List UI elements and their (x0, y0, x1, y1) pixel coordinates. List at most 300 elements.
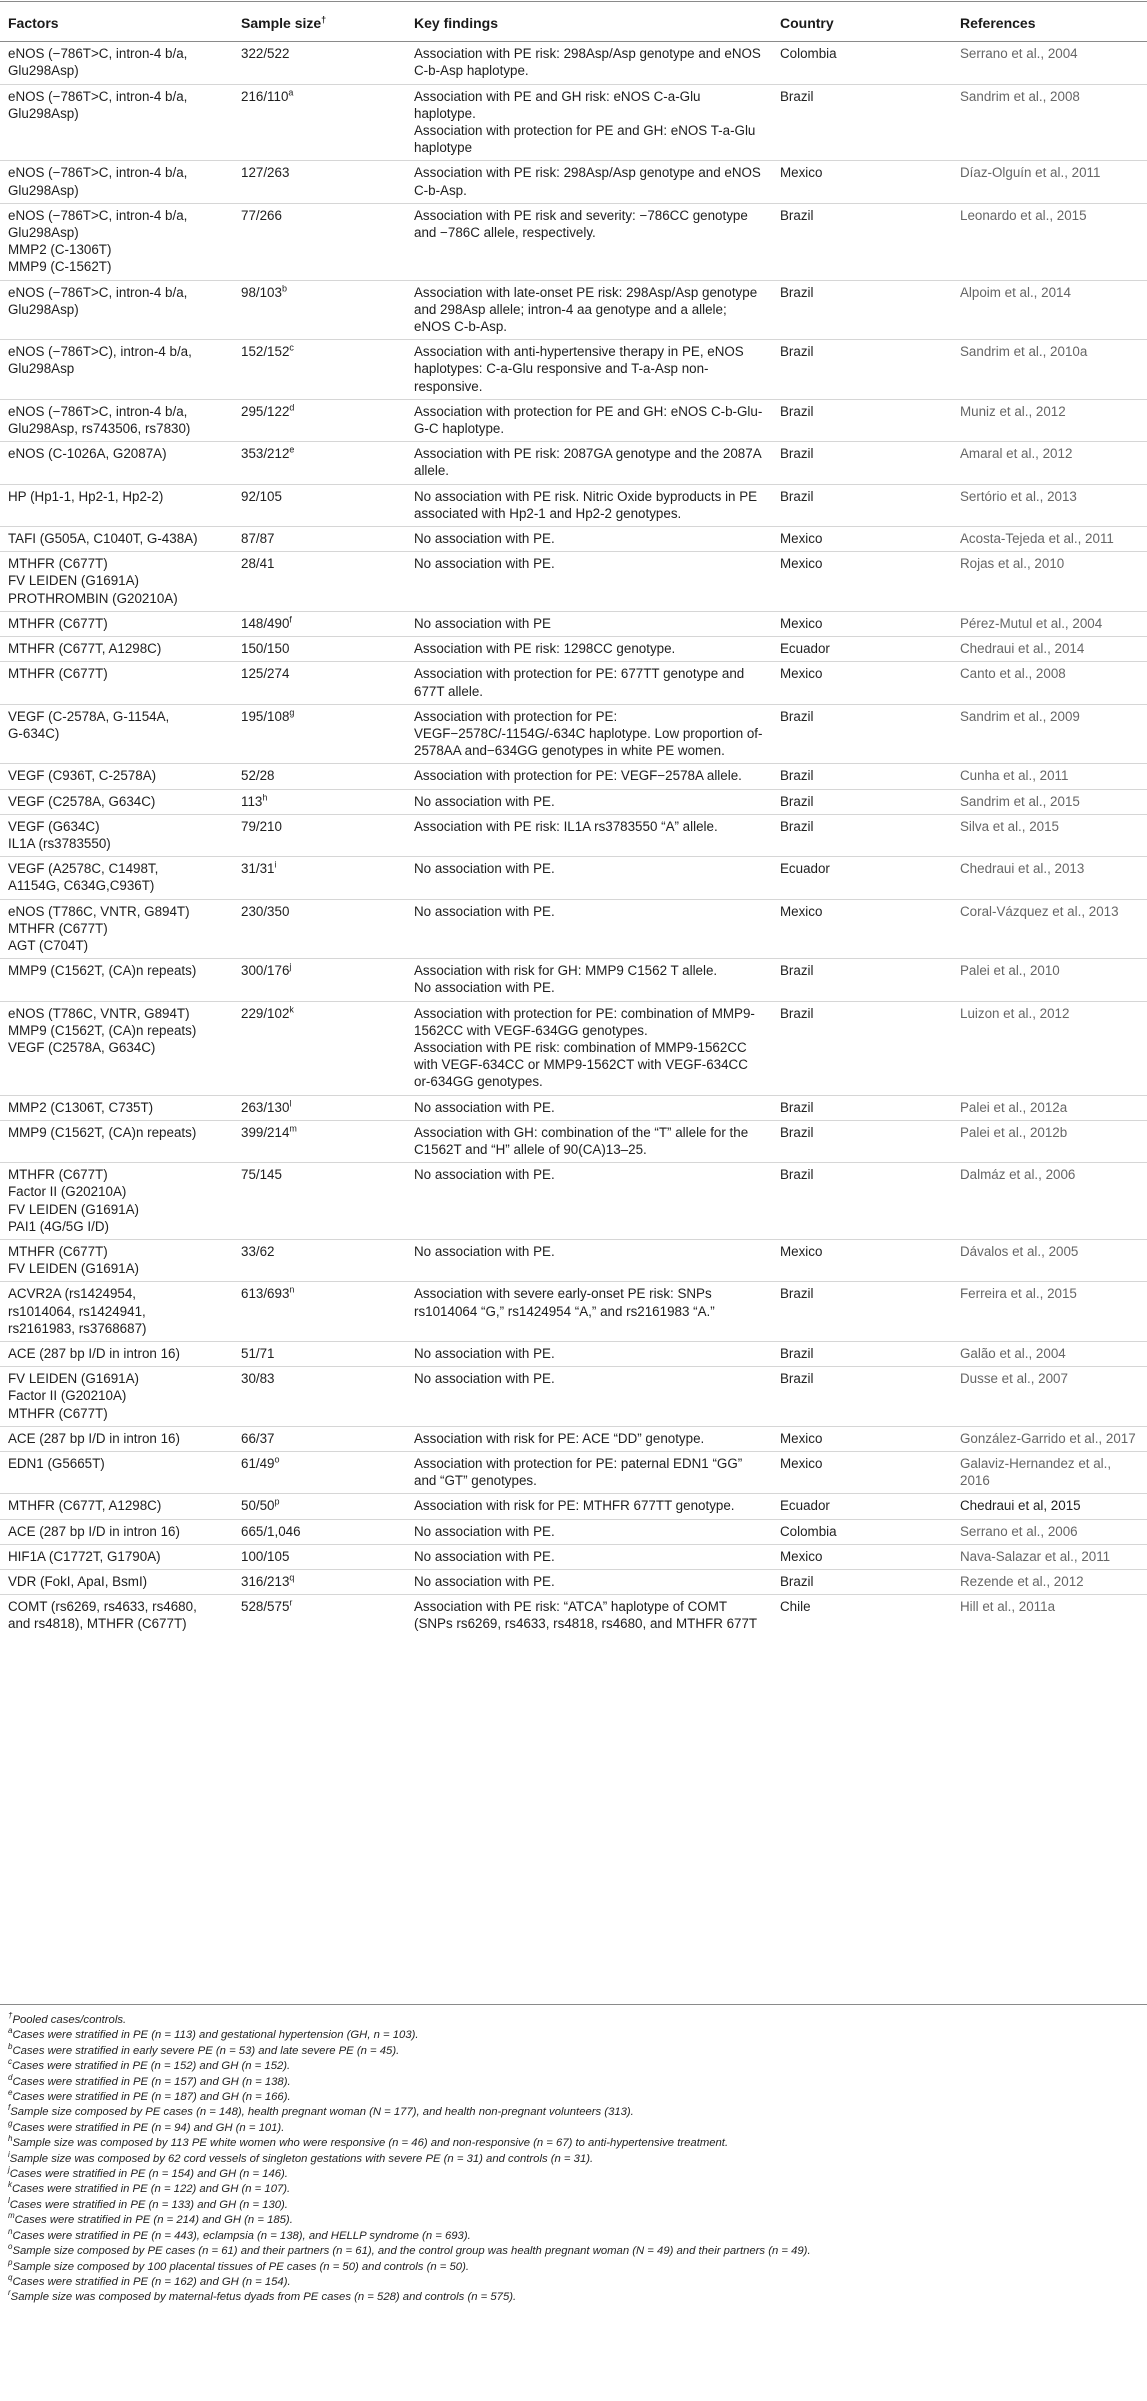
sample-size-cell (233, 959, 406, 1001)
table-row (0, 399, 1147, 441)
reference-link[interactable]: Dusse et al., 2007 (952, 1367, 1147, 1427)
header-sample-size: Sample size† (241, 14, 327, 31)
factors-text: FV LEIDEN (G1691A) Factor II (G20210A) MTHFR (C677T) (8, 1371, 139, 1421)
sample-size-cell (233, 203, 406, 280)
key-findings-cell (406, 527, 772, 552)
sample-size-cell (233, 399, 406, 441)
reference-link[interactable]: Serrano et al., 2006 (952, 1519, 1147, 1544)
footnote (8, 2290, 1138, 2305)
reference-link[interactable]: Palei et al., 2012b (952, 1120, 1147, 1162)
sample-size-value: 263/130 (241, 1099, 290, 1115)
footnote-mark: a (288, 87, 294, 98)
reference-link[interactable]: Galão et al., 2004 (952, 1342, 1147, 1367)
key-findings-text: No association with PE. (414, 531, 555, 547)
key-findings-cell (406, 1519, 772, 1544)
country-cell: Brazil (772, 814, 952, 856)
reference-link[interactable]: Sandrim et al., 2010a (952, 340, 1147, 400)
key-findings-text: No association with PE. (414, 1523, 555, 1539)
reference-link[interactable]: Sandrim et al., 2008 (952, 84, 1147, 161)
factors-text: VEGF (C2578A, G634C) (8, 793, 156, 809)
key-findings-text: Association with PE and GH risk: eNOS C-a-Glu haplotype. Association with protection for PE and GH: eNOS T-a-Glu haplotype (414, 88, 756, 156)
sample-size-value: 316/213 (241, 1574, 290, 1590)
factors-cell (0, 899, 233, 959)
reference-link[interactable]: Díaz-Olguín et al., 2011 (952, 161, 1147, 203)
key-findings-cell (406, 203, 772, 280)
sample-size-cell (233, 1519, 406, 1544)
key-findings-text: No association with PE. (414, 861, 555, 877)
reference-link[interactable]: Alpoim et al., 2014 (952, 280, 1147, 340)
sample-size-value: 50/50 (241, 1498, 275, 1514)
country-cell: Mexico (772, 1239, 952, 1281)
factors-cell (0, 959, 233, 1001)
reference-link[interactable]: Chedraui et al, 2015 (952, 1494, 1147, 1519)
table-row (0, 1163, 1147, 1240)
sample-size-value: 113 (241, 793, 263, 809)
footnote-mark: e (289, 444, 295, 455)
key-findings-text: Association with protection for PE: VEGF−2578C/-1154G/-634C haplotype. Low proportion of-2578AA and−634GG genotypes in white PE women. (414, 708, 763, 759)
table-row (0, 857, 1147, 899)
factors-cell (0, 484, 233, 526)
key-findings-cell (406, 1239, 772, 1281)
table-footnotes (8, 2013, 1138, 2306)
header-row (0, 8, 1147, 42)
sample-size-cell (233, 1342, 406, 1367)
key-findings-cell (406, 764, 772, 789)
factors-text: MTHFR (C677T) FV LEIDEN (G1691A) (8, 1243, 139, 1277)
key-findings-cell (406, 42, 772, 84)
key-findings-cell (406, 959, 772, 1001)
sample-size-value: 127/263 (241, 165, 290, 181)
reference-link[interactable]: Rezende et al., 2012 (952, 1570, 1147, 1595)
table-row (0, 1367, 1147, 1427)
footnote-mark: h (8, 2134, 13, 2144)
country-cell: Brazil (772, 1163, 952, 1240)
footnote-mark: b (281, 283, 287, 294)
table-row (0, 1519, 1147, 1544)
factors-text: VEGF (G634C) IL1A (rs3783550) (8, 818, 111, 851)
key-findings-text: Association with PE risk: 298Asp/Asp genotype and eNOS C-b-Asp. (414, 165, 761, 198)
factors-text: ACE (287 bp I/D in intron 16) (8, 1523, 180, 1539)
key-findings-cell (406, 1570, 772, 1595)
footnote (8, 2072, 1138, 2090)
key-findings-cell (406, 1163, 772, 1240)
key-findings-cell (406, 280, 772, 340)
sample-size-cell (233, 637, 406, 662)
footnote-mark: i (274, 859, 277, 870)
country-cell: Mexico (772, 1452, 952, 1494)
footnote-mark: p (274, 1496, 280, 1507)
footnote-mark: n (8, 2226, 13, 2236)
sample-size-cell (233, 1452, 406, 1494)
key-findings-text: Association with protection for PE: 677TT genotype and 677T allele. (414, 666, 745, 699)
factors-cell (0, 662, 233, 704)
table-row (0, 280, 1147, 340)
footnote-text: Sample size composed by PE cases (n = 148), health pregnant woman (N = 177), and health non-pregnant volunteers (313). (10, 2106, 634, 2119)
reference-link[interactable]: Cunha et al., 2011 (952, 764, 1147, 789)
sample-size-cell (233, 704, 406, 764)
key-findings-text: Association with protection for PE: VEGF−2578A allele. (414, 768, 742, 784)
reference-link[interactable]: Acosta-Tejeda et al., 2011 (952, 527, 1147, 552)
table-row (0, 1595, 1147, 1637)
table-row (0, 611, 1147, 636)
footnote (8, 2059, 1138, 2074)
key-findings-text: Association with PE risk: 1298CC genotype. (414, 641, 676, 657)
footnote (8, 2275, 1138, 2290)
key-findings-text: No association with PE. (414, 1167, 555, 1183)
factors-cell (0, 280, 233, 340)
key-findings-text: No association with PE. (414, 1346, 555, 1361)
factors-cell (0, 814, 233, 856)
key-findings-text: No association with PE (414, 615, 551, 631)
footnote-mark: o (8, 2242, 13, 2252)
sample-size-value: 61/49 (241, 1456, 275, 1472)
country-cell: Brazil (772, 280, 952, 340)
factors-text: MTHFR (C677T) (8, 615, 108, 631)
key-findings-text: No association with PE. (414, 1371, 555, 1387)
reference-link[interactable]: Galaviz-Hernandez et al., 2016 (952, 1452, 1147, 1494)
reference-link[interactable]: Ferreira et al., 2015 (952, 1282, 1147, 1342)
factors-cell (0, 704, 233, 764)
key-findings-cell (406, 1595, 772, 1637)
factors-text: MTHFR (C677T, A1298C) (8, 641, 162, 657)
country-cell: Brazil (772, 704, 952, 764)
key-findings-cell (406, 1095, 772, 1120)
reference-link[interactable]: Amaral et al., 2012 (952, 442, 1147, 484)
factors-cell (0, 84, 233, 161)
key-findings-text: No association with PE. (414, 1243, 555, 1259)
footnote-mark: c (8, 2057, 12, 2067)
sample-size-value: 30/83 (241, 1371, 275, 1387)
footnote (8, 2244, 1138, 2259)
sample-size-cell (233, 1163, 406, 1240)
country-cell: Brazil (772, 484, 952, 526)
country-cell: Mexico (772, 527, 952, 552)
header-key-findings: Key findings (414, 15, 499, 31)
table-row (0, 704, 1147, 764)
sample-size-cell (233, 789, 406, 814)
reference-link[interactable]: Palei et al., 2010 (952, 959, 1147, 1001)
footnote (8, 2028, 1138, 2043)
country-cell: Brazil (772, 1282, 952, 1342)
factors-cell (0, 552, 233, 612)
reference-link[interactable]: Hill et al., 2011a (952, 1595, 1147, 1637)
footnote (8, 2213, 1138, 2228)
factors-text: eNOS (−786T>C, intron-4 b/a, Glu298Asp) (8, 46, 188, 79)
country-cell: Brazil (772, 1095, 952, 1120)
sample-size-value: 33/62 (241, 1243, 275, 1259)
sample-size-cell (233, 527, 406, 552)
sample-size-value: 75/145 (241, 1167, 282, 1183)
key-findings-cell (406, 552, 772, 612)
reference-link[interactable]: Silva et al., 2015 (952, 814, 1147, 856)
key-findings-text: Association with PE risk: “ATCA” haplotype of COMT (SNPs rs6269, rs4633, rs4818, rs4680, and MTHFR 677T (414, 1599, 758, 1632)
footnote-text: Pooled cases/controls. (12, 2014, 127, 2026)
country-cell: Brazil (772, 399, 952, 441)
footnote-text: Sample size was composed by 62 cord vessels of singleton gestations with severe PE (n = 31) and controls (n = 31). (9, 2152, 594, 2165)
table-row (0, 637, 1147, 662)
sample-size-value: 399/214 (241, 1124, 290, 1140)
key-findings-text: No association with PE. (414, 556, 555, 572)
factors-cell (0, 1001, 233, 1095)
sample-size-cell (233, 340, 406, 400)
sample-size-cell (233, 1282, 406, 1342)
footnote-mark: k (289, 1004, 294, 1015)
table-row (0, 484, 1147, 526)
reference-link[interactable]: Nava-Salazar et al., 2011 (952, 1544, 1147, 1569)
factors-cell (0, 789, 233, 814)
key-findings-text: Association with PE risk: 2087GA genotype and the 2087A allele. (414, 446, 761, 479)
key-findings-cell (406, 1282, 772, 1342)
footnote-text: Cases were stratified in PE (n = 152) and GH (n = 152). (12, 2060, 291, 2073)
key-findings-cell (406, 1452, 772, 1494)
sample-size-value: 87/87 (241, 531, 275, 547)
key-findings-text: Association with risk for PE: MTHFR 677TT genotype. (414, 1498, 735, 1514)
genetic-factors-table (0, 8, 1147, 1637)
sample-size-value: 528/575 (241, 1599, 290, 1615)
sample-size-value: 353/212 (241, 446, 290, 462)
table-row (0, 527, 1147, 552)
table-row (0, 1452, 1147, 1494)
footnote-mark: c (289, 342, 294, 353)
sample-size-cell (233, 42, 406, 84)
footnote-mark: g (289, 707, 295, 718)
factors-cell (0, 161, 233, 203)
reference-link[interactable]: Canto et al., 2008 (952, 662, 1147, 704)
footnote (8, 2257, 1138, 2275)
sample-size-value: 28/41 (241, 556, 275, 572)
factors-cell (0, 399, 233, 441)
table-row (0, 552, 1147, 612)
key-findings-cell (406, 1120, 772, 1162)
key-findings-cell (406, 662, 772, 704)
sample-size-value: 613/693 (241, 1286, 290, 1302)
key-findings-cell (406, 611, 772, 636)
factors-text: eNOS (−786T>C, intron-4 b/a, Glu298Asp) (8, 165, 188, 198)
footnote-text: Cases were stratified in PE (n = 122) and GH (n = 107). (12, 2183, 291, 2196)
factors-cell (0, 611, 233, 636)
header-country: Country (780, 15, 834, 31)
table-row (0, 814, 1147, 856)
factors-text: eNOS (−786T>C, intron-4 b/a, Glu298Asp) (8, 88, 188, 121)
footnote-mark: m (8, 2211, 15, 2221)
sample-size-value: 229/102 (241, 1005, 290, 1021)
sample-size-value: 152/152 (241, 344, 290, 360)
sample-size-cell (233, 84, 406, 161)
sample-size-cell (233, 1120, 406, 1162)
key-findings-cell (406, 442, 772, 484)
footnote-mark: f (289, 614, 292, 625)
factors-text: eNOS (T786C, VNTR, G894T) MMP9 (C1562T, (CA)n repeats) VEGF (C2578A, G634C) (8, 1005, 197, 1055)
key-findings-text: Association with late-onset PE risk: 298Asp/Asp genotype and 298Asp allele; intron-4 aa genotype and a allele; eNOS C-b-Asp. (414, 284, 758, 335)
sample-size-value: 31/31 (241, 861, 275, 877)
key-findings-text: No association with PE. (414, 1574, 555, 1590)
footnote (8, 2090, 1138, 2105)
reference-link[interactable]: Dávalos et al., 2005 (952, 1239, 1147, 1281)
table-row (0, 1095, 1147, 1120)
sample-size-cell (233, 1001, 406, 1095)
key-findings-cell (406, 1367, 772, 1427)
key-findings-text: No association with PE risk. Nitric Oxide byproducts in PE associated with Hp2-1 and Hp2-2 genotypes. (414, 488, 758, 521)
header-factors: Factors (8, 15, 59, 31)
country-cell: Brazil (772, 1120, 952, 1162)
reference-link[interactable]: Pérez-Mutul et al., 2004 (952, 611, 1147, 636)
footnote-text: Cases were stratified in PE (n = 133) and GH (n = 130). (9, 2198, 288, 2211)
country-cell: Ecuador (772, 857, 952, 899)
country-cell: Chile (772, 1595, 952, 1637)
footnote-mark: h (262, 792, 268, 803)
key-findings-cell (406, 1426, 772, 1451)
factors-cell (0, 1595, 233, 1637)
table-row (0, 1282, 1147, 1342)
top-rule (0, 1, 1147, 2)
factors-text: VEGF (A2578C, C1498T, A1154G, C634G,C936T) (8, 861, 159, 894)
reference-link[interactable]: Chedraui et al., 2013 (952, 857, 1147, 899)
sample-size-cell (233, 611, 406, 636)
factors-text: ACE (287 bp I/D in intron 16) (8, 1430, 180, 1446)
factors-text: HP (Hp1-1, Hp2-1, Hp2-2) (8, 488, 164, 504)
table-row (0, 1544, 1147, 1569)
factors-text: ACE (287 bp I/D in intron 16) (8, 1346, 180, 1361)
reference-link[interactable]: Coral-Vázquez et al., 2013 (952, 899, 1147, 959)
header-references: References (960, 15, 1036, 31)
factors-text: VEGF (C-2578A, G-1154A, G-634C) (8, 708, 170, 741)
key-findings-cell (406, 814, 772, 856)
reference-link[interactable]: Chedraui et al., 2014 (952, 637, 1147, 662)
factors-text: TAFI (G505A, C1040T, G-438A) (8, 531, 198, 547)
key-findings-text: Association with risk for GH: MMP9 C1562 T allele. No association with PE. (414, 963, 718, 996)
country-cell: Colombia (772, 1519, 952, 1544)
table-row (0, 1426, 1147, 1451)
factors-cell (0, 1426, 233, 1451)
key-findings-cell (406, 1001, 772, 1095)
key-findings-text: No association with PE. (414, 903, 555, 919)
table-row (0, 1342, 1147, 1367)
footnote-mark: k (8, 2180, 12, 2190)
reference-link[interactable]: González-Garrido et al., 2017 (952, 1426, 1147, 1451)
footnote-mark: q (289, 1572, 295, 1583)
country-cell: Brazil (772, 340, 952, 400)
reference-link[interactable]: Muniz et al., 2012 (952, 399, 1147, 441)
key-findings-text: Association with protection for PE and GH: eNOS C-b-Glu-G-C haplotype. (414, 403, 763, 437)
header-sample-size-mark: † (321, 14, 327, 25)
reference-link[interactable]: Palei et al., 2012a (952, 1095, 1147, 1120)
factors-cell (0, 340, 233, 400)
country-cell: Ecuador (772, 637, 952, 662)
country-cell: Brazil (772, 203, 952, 280)
sample-size-cell (233, 1239, 406, 1281)
factors-cell (0, 1570, 233, 1595)
footnote (8, 2105, 1138, 2120)
factors-cell (0, 1282, 233, 1342)
sample-size-value: 230/350 (241, 903, 290, 919)
key-findings-cell (406, 484, 772, 526)
reference-link[interactable]: Sertório et al., 2013 (952, 484, 1147, 526)
factors-cell (0, 764, 233, 789)
factors-text: VDR (FokI, ApaI, BsmI) (8, 1574, 148, 1590)
footnote-mark: g (8, 2119, 13, 2129)
factors-cell (0, 1095, 233, 1120)
footnote-mark: p (8, 2257, 13, 2267)
footnote-text: Sample size composed by PE cases (n = 61) and their partners (n = 61), and the control group was health pregnant woman (N = 49) and their partners (n = 49). (12, 2245, 811, 2258)
sample-size-cell (233, 814, 406, 856)
key-findings-text: Association with GH: combination of the “T” allele for the C1562T and “H” allele of 90(CA)13–25. (414, 1124, 749, 1157)
footnote-mark: m (289, 1123, 297, 1134)
table-row (0, 340, 1147, 400)
table-row (0, 959, 1147, 1001)
reference-link[interactable]: Serrano et al., 2004 (952, 42, 1147, 84)
sample-size-value: 195/108 (241, 708, 290, 724)
country-cell: Colombia (772, 42, 952, 84)
factors-cell (0, 442, 233, 484)
footnote-text: Cases were stratified in PE (n = 157) and GH (n = 138). (12, 2075, 291, 2088)
country-cell: Mexico (772, 899, 952, 959)
factors-cell (0, 1120, 233, 1162)
footnote-text: Cases were stratified in PE (n = 443), eclampsia (n = 138), and HELLP syndrome (n = 693). (12, 2229, 471, 2242)
sample-size-cell (233, 899, 406, 959)
country-cell: Brazil (772, 1342, 952, 1367)
country-cell: Brazil (772, 959, 952, 1001)
table-row (0, 442, 1147, 484)
factors-text: MMP2 (C1306T, C735T) (8, 1099, 154, 1115)
footnote-mark: j (289, 961, 292, 972)
sample-size-value: 216/110 (241, 88, 289, 104)
sample-size-cell (233, 662, 406, 704)
key-findings-cell (406, 399, 772, 441)
footnote (8, 2121, 1138, 2136)
footnote-text: Cases were stratified in early severe PE (n = 53) and late severe PE (n = 45). (12, 2044, 400, 2057)
footnote-mark: † (8, 2011, 13, 2021)
sample-size-cell (233, 280, 406, 340)
sample-size-value: 148/490 (241, 615, 290, 631)
country-cell: Mexico (772, 161, 952, 203)
reference-link[interactable]: Leonardo et al., 2015 (952, 203, 1147, 280)
key-findings-cell (406, 1342, 772, 1367)
country-cell: Brazil (772, 84, 952, 161)
footnote (8, 2226, 1138, 2244)
sample-size-cell (233, 764, 406, 789)
footnote-mark: l (289, 1098, 292, 1109)
footnote (8, 2198, 1138, 2213)
reference-link[interactable]: Sandrim et al., 2009 (952, 704, 1147, 764)
sample-size-cell (233, 484, 406, 526)
key-findings-cell (406, 340, 772, 400)
reference-link[interactable]: Dalmáz et al., 2006 (952, 1163, 1147, 1240)
country-cell: Mexico (772, 1426, 952, 1451)
key-findings-text: Association with PE risk and severity: −786CC genotype and −786C allele, respectively. (414, 207, 748, 241)
sample-size-value: 66/37 (241, 1430, 275, 1446)
key-findings-cell (406, 1544, 772, 1569)
factors-cell (0, 203, 233, 280)
reference-link[interactable]: Rojas et al., 2010 (952, 552, 1147, 612)
sample-size-cell (233, 1426, 406, 1451)
table-row (0, 899, 1147, 959)
factors-text: eNOS (−786T>C, intron-4 b/a, Glu298Asp) (8, 284, 188, 317)
footnote-mark: r (8, 2288, 11, 2298)
table-row (0, 84, 1147, 161)
footnote (8, 2013, 1138, 2028)
reference-link[interactable]: Sandrim et al., 2015 (952, 789, 1147, 814)
footnote (8, 2044, 1138, 2059)
key-findings-cell (406, 1494, 772, 1519)
country-cell: Mexico (772, 552, 952, 612)
footnote-text: Sample size was composed by maternal-fetus dyads from PE cases (n = 528) and controls (n = 575). (10, 2291, 517, 2304)
factors-cell (0, 1452, 233, 1494)
footnote-mark: o (274, 1454, 280, 1465)
factors-text: MMP9 (C1562T, (CA)n repeats) (8, 1124, 197, 1140)
factors-text: HIF1A (C1772T, G1790A) (8, 1548, 161, 1564)
footnote-text: Cases were stratified in PE (n = 94) and GH (n = 101). (12, 2121, 285, 2134)
reference-link[interactable]: Luizon et al., 2012 (952, 1001, 1147, 1095)
